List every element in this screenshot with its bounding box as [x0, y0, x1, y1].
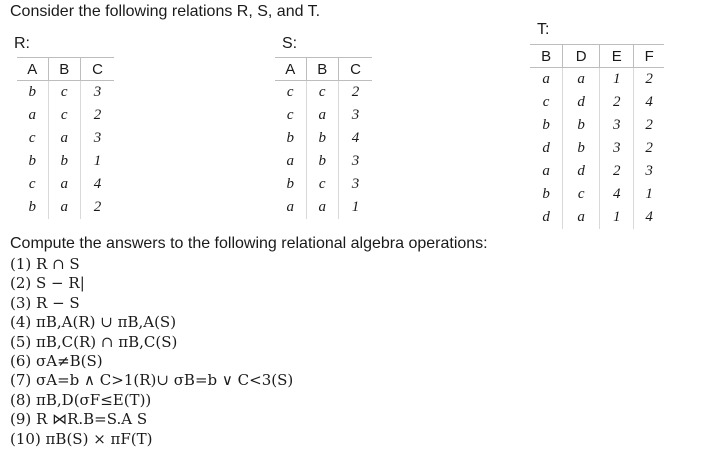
table-cell: b: [563, 137, 600, 160]
table-header-row: [275, 58, 372, 81]
operation-item: (6) σA≠B(S): [10, 351, 103, 370]
table-cell: 4: [634, 91, 664, 114]
table-cell: 2: [634, 114, 664, 137]
table-cell: b: [306, 150, 339, 173]
table-row: [530, 137, 664, 160]
table-cell: b: [28, 199, 36, 215]
table-cell: a: [563, 206, 600, 229]
operation-item: (8) πB,D(σF≤E(T)): [10, 390, 152, 409]
table-cell: b: [48, 150, 81, 173]
table-row: [530, 68, 664, 92]
column-header: B: [306, 58, 339, 81]
table-cell: 2: [81, 196, 114, 219]
operations-list: [10, 255, 293, 449]
table-cell: b: [563, 114, 600, 137]
operation-item: (1) R ∩ S: [10, 255, 80, 273]
table-cell: 1: [81, 150, 114, 173]
table-cell: a: [48, 127, 81, 150]
table-cell: c: [286, 107, 294, 123]
table-cell: a: [48, 173, 81, 196]
table-cell: 1: [634, 183, 664, 206]
table-row: [275, 81, 372, 105]
table-cell: b: [542, 186, 550, 202]
table-cell: 4: [81, 173, 114, 196]
column-header: D: [563, 45, 600, 68]
table-row: [275, 127, 372, 150]
operation-item: (10) πB(S) × πF(T): [10, 429, 153, 448]
operation-item: (3) R − S: [10, 293, 80, 312]
table-row: [275, 104, 372, 127]
table-row: [530, 183, 664, 206]
relation-r-table: [17, 57, 114, 219]
table-cell: a: [286, 199, 294, 215]
table-cell: c: [563, 183, 600, 206]
table-cell: c: [28, 176, 36, 192]
table-cell: b: [306, 127, 339, 150]
table-cell: a: [542, 163, 550, 179]
relation-s-table: [275, 57, 372, 219]
column-header: C: [339, 58, 372, 81]
operation-item: (2) S − R|: [10, 274, 85, 293]
table-row: [17, 196, 114, 219]
table-row: [530, 114, 664, 137]
table-cell: b: [286, 176, 294, 192]
column-header: E: [600, 45, 634, 68]
table-cell: a: [286, 153, 294, 169]
table-cell: c: [306, 81, 339, 105]
table-row: [275, 173, 372, 196]
table-cell: 4: [339, 127, 372, 150]
table-cell: 1: [600, 68, 634, 92]
table-cell: 3: [634, 160, 664, 183]
table-cell: c: [542, 94, 550, 110]
table-cell: 2: [339, 81, 372, 105]
table-cell: d: [563, 160, 600, 183]
table-cell: a: [28, 107, 36, 123]
table-row: [17, 173, 114, 196]
table-cell: d: [542, 140, 550, 156]
table-header-row: [17, 58, 114, 81]
table-cell: a: [306, 104, 339, 127]
operation-item: (9) R ⋈R.B=S.A S: [10, 410, 148, 429]
relation-t-table: [530, 44, 664, 229]
column-header: F: [634, 45, 664, 68]
table-cell: b: [28, 84, 36, 100]
table-cell: 3: [339, 104, 372, 127]
table-cell: 3: [600, 137, 634, 160]
table-cell: c: [286, 84, 294, 100]
table-row: [530, 160, 664, 183]
table-cell: 3: [81, 81, 114, 105]
table-cell: a: [48, 196, 81, 219]
table-row: [17, 150, 114, 173]
table-cell: 3: [81, 127, 114, 150]
table-cell: 2: [600, 160, 634, 183]
table-row: [17, 127, 114, 150]
table-cell: a: [542, 71, 550, 87]
table-cell: 2: [600, 91, 634, 114]
column-header: A: [275, 58, 306, 81]
column-header: B: [48, 58, 81, 81]
table-cell: d: [542, 209, 550, 225]
table-cell: 3: [600, 114, 634, 137]
table-cell: a: [563, 68, 600, 92]
table-cell: 2: [81, 104, 114, 127]
table-cell: b: [286, 130, 294, 146]
table-cell: 1: [600, 206, 634, 229]
table-cell: c: [306, 173, 339, 196]
table-header-row: [530, 45, 664, 68]
table-row: [275, 150, 372, 173]
table-cell: c: [48, 104, 81, 127]
column-header: A: [17, 58, 48, 81]
table-cell: c: [48, 81, 81, 105]
table-row: [17, 104, 114, 127]
table-cell: 4: [634, 206, 664, 229]
table-row: [530, 206, 664, 229]
operation-item: (5) πB,C(R) ∩ πB,C(S): [10, 332, 178, 351]
intro-text: Consider the following relations R, S, and T.: [10, 3, 321, 20]
table-cell: 2: [634, 68, 664, 92]
table-cell: 2: [634, 137, 664, 160]
table-cell: 1: [339, 196, 372, 219]
table-cell: c: [28, 130, 36, 146]
table-row: [275, 196, 372, 219]
table-cell: b: [28, 153, 36, 169]
table-cell: a: [306, 196, 339, 219]
column-header: B: [530, 45, 563, 68]
table-cell: 3: [339, 173, 372, 196]
table-row: [530, 91, 664, 114]
operation-item: (4) πB,A(R) ∪ πB,A(S): [10, 313, 177, 332]
table-row: [17, 81, 114, 105]
table-cell: 3: [339, 150, 372, 173]
question-text: Compute the answers to the following relational algebra operations:: [10, 235, 488, 252]
table-cell: 4: [600, 183, 634, 206]
table-cell: b: [542, 117, 550, 133]
operation-item: (7) σA=b ∧ C>1(R)∪ σB=b ∨ C<3(S): [10, 371, 294, 390]
table-cell: d: [563, 91, 600, 114]
column-header: C: [81, 58, 114, 81]
relation-r-name: R:: [14, 35, 30, 52]
relation-t-name: T:: [537, 21, 550, 38]
relation-s-name: S:: [282, 35, 298, 52]
